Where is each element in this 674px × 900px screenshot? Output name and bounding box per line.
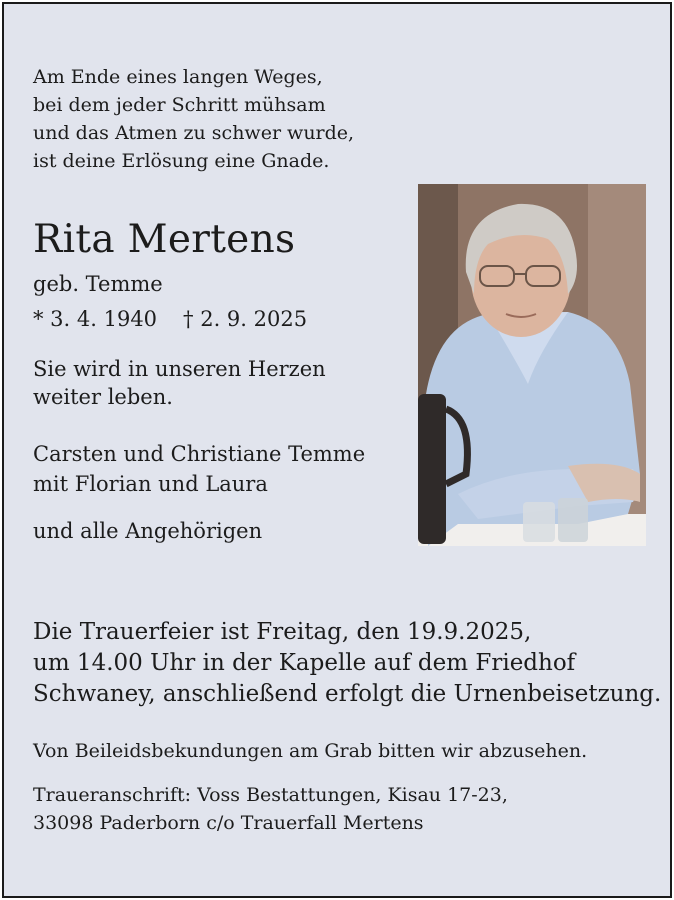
quote-line: Sie wird in unseren Herzen [33,357,326,381]
family-line: mit Florian und Laura [33,472,268,496]
deceased-name: Rita Mertens [33,217,296,262]
service-line: Schwaney, anschließend erfolgt die Urnenbeisetzung. [33,681,662,707]
memorial-quote [33,355,326,411]
service-line: um 14.00 Uhr in der Kapelle auf dem Friedhof [33,650,576,676]
address-line: Traueranschrift: Voss Bestattungen, Kisau 17-23, [33,784,508,806]
family-names [33,439,365,499]
death-date: † 2. 9. 2025 [183,307,308,331]
poem [33,63,354,175]
birth-name: geb. Temme [33,272,163,296]
life-dates [33,304,307,334]
poem-line: bei dem jeder Schritt mühsam [33,94,326,116]
mourning-address [33,781,508,837]
birth-date: * 3. 4. 1940 [33,307,158,331]
poem-line: ist deine Erlösung eine Gnade. [33,150,330,172]
poem-line: und das Atmen zu schwer wurde, [33,122,355,144]
service-line: Die Trauerfeier ist Freitag, den 19.9.2025, [33,619,532,645]
poem-line: Am Ende eines langen Weges, [33,66,323,88]
address-line: 33098 Paderborn c/o Trauerfall Mertens [33,812,424,834]
relatives-line: und alle Angehörigen [33,519,263,543]
family-line: Carsten und Christiane Temme [33,442,366,466]
quote-line: weiter leben. [33,385,173,409]
condolence-request: Von Beileidsbekundungen am Grab bitten wir abzusehen. [33,740,588,762]
portrait-photo [418,184,646,546]
obituary-notice [2,2,672,898]
funeral-service-info [33,617,661,710]
